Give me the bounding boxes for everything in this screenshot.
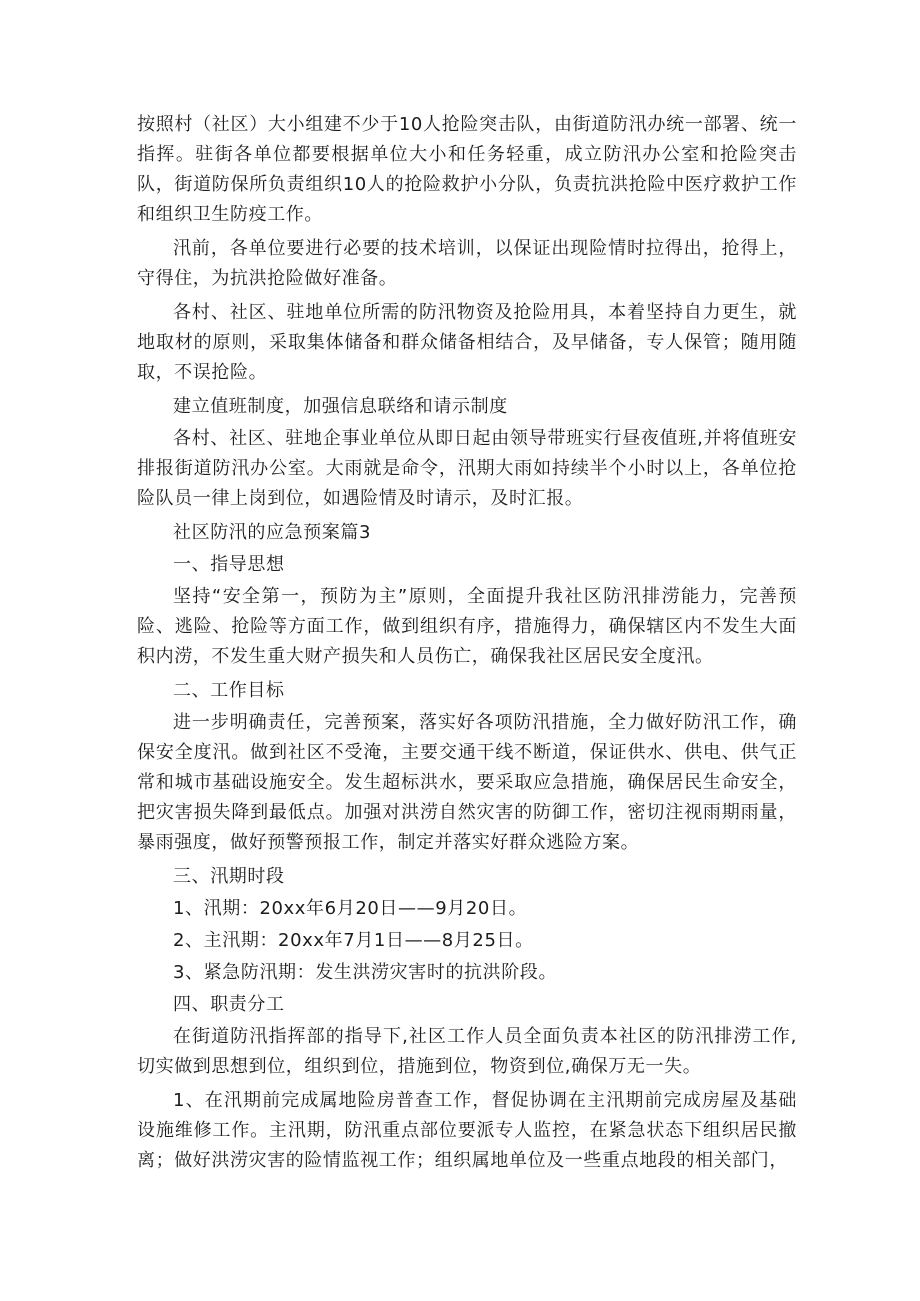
list-item-main-flood-season: 2、主汛期：20xx年7月1日——8月25日。	[173, 930, 534, 951]
paragraph-emergency-team: 按照村（社区）大小组建不少于10人抢险突击队，由街道防汛办统一部署、统一指挥。驻街各单位都要根据单位大小和任务轻重，成立防汛办公室和抢险突击队，街道防保所负责组织10人的抢险救护小分队，负责抗洪抢险中医疗救护工作和组织卫生防疫工作。	[137, 114, 797, 225]
paragraph-training: 汛前，各单位要进行必要的技术培训，以保证出现险情时拉得出，抢得上，守得住，为抗洪抢险做好准备。	[137, 238, 797, 289]
paragraph-work-goals: 进一步明确责任，完善预案，落实好各项防汛措施，全力做好防汛工作，确保安全度汛。做到社区不受淹，主要交通干线不断道，保证供水、供电、供气正常和城市基础设施安全。发生超标洪水，要采取应急措施，确保居民生命安全，把灾害损失降到最低点。加强对洪涝自然灾害的防御工作，密切注视雨期雨量，暴雨强度，做好预警预报工作，制定并落实好群众逃险方案。	[137, 712, 797, 853]
paragraph-guiding-ideology: 坚持“安全第一，预防为主”原则，全面提升我社区防汛排涝能力，完善预险、逃险、抢险等方面工作，做到组织有序，措施得力，确保辖区内不发生大面积内涝，不发生重大财产损失和人员伤亡，确保我社区居民安全度汛。	[137, 586, 797, 667]
heading-guiding-ideology: 一、指导思想	[173, 554, 285, 575]
heading-flood-period: 三、汛期时段	[173, 866, 285, 887]
paragraph-responsibilities: 在街道防汛指挥部的指导下,社区工作人员全面负责本社区的防汛排涝工作,切实做到思想到位，组织到位，措施到位，物资到位,确保万无一失。	[137, 1026, 797, 1077]
section-title-plan-3: 社区防汛的应急预案篇3	[173, 522, 372, 543]
heading-work-goals: 二、工作目标	[173, 680, 285, 701]
heading-responsibilities: 四、职责分工	[173, 994, 285, 1015]
paragraph-responsibility-1: 1、在汛期前完成属地险房普查工作，督促协调在主汛期前完成房屋及基础设施维修工作。主汛期，防汛重点部位要派专人监控，在紧急状态下组织居民撤离；做好洪涝灾害的险情监视工作；组织属地单位及一些重点地段的相关部门，	[137, 1090, 797, 1171]
document-body	[137, 110, 797, 1180]
list-item-emergency-period: 3、紧急防汛期：发生洪涝灾害时的抗洪阶段。	[173, 962, 558, 983]
paragraph-supplies: 各村、社区、驻地单位所需的防汛物资及抢险用具，本着坚持自力更生，就地取材的原则，采取集体储备和群众储备相结合，及早储备，专人保管；随用随取，不误抢险。	[137, 302, 797, 383]
list-item-flood-season: 1、汛期：20xx年6月20日——9月20日。	[173, 898, 528, 919]
paragraph-duty-system: 各村、社区、驻地企事业单位从即日起由领导带班实行昼夜值班,并将值班安排报街道防汛办公室。大雨就是命令，汛期大雨如持续半个小时以上，各单位抢险队员一律上岗到位，如遇险情及时请示，及时汇报。	[137, 428, 797, 509]
paragraph-duty-system-heading: 建立值班制度，加强信息联络和请示制度	[173, 396, 508, 417]
